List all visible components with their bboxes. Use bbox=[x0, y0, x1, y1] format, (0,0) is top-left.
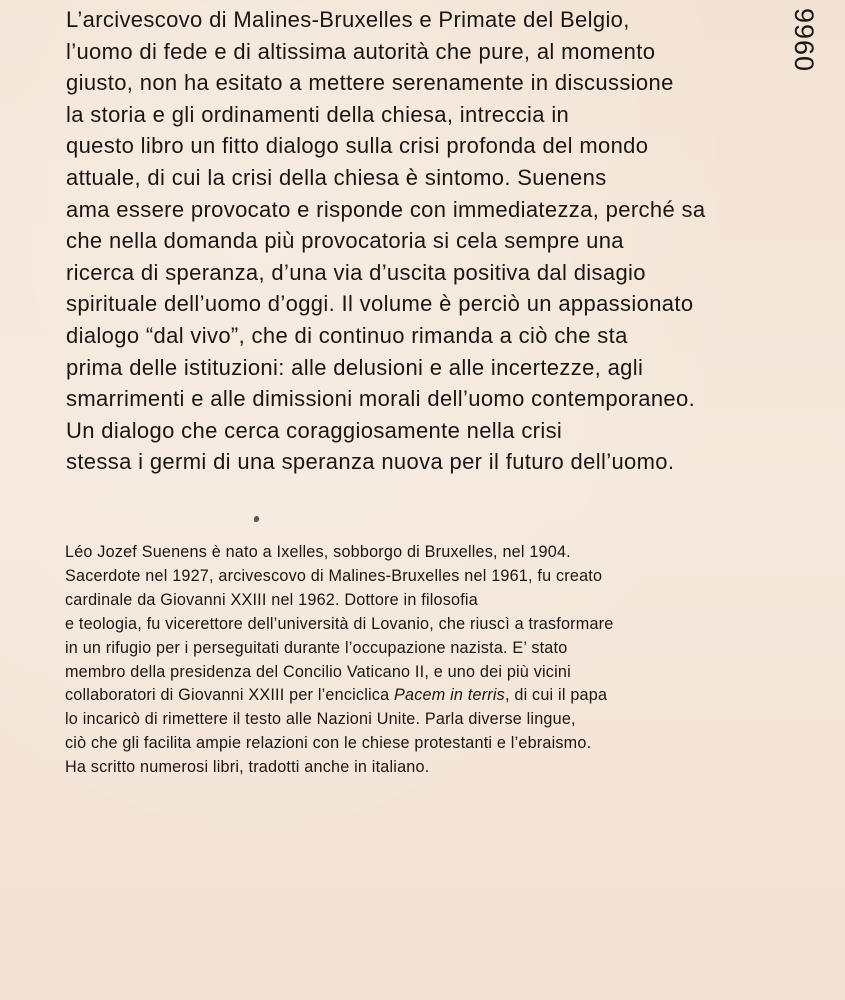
blurb-line: Un dialogo che cerca coraggiosamente nella crisi bbox=[66, 417, 563, 443]
bio-line: ciò che gli facilita ampie relazioni con le chiese protestanti e l’ebraismo. bbox=[65, 734, 592, 753]
blurb-line: spirituale dell’uomo d’oggi. Il volume è perciò un appassionato bbox=[66, 291, 694, 317]
blurb-line: questo libro un fitto dialogo sulla crisi profonda del mondo bbox=[66, 133, 649, 159]
bio-text: , di cui il papa bbox=[504, 686, 608, 705]
blurb-line: che nella domanda più provocatoria si cela sempre una bbox=[66, 228, 624, 254]
blurb-line: dialogo “dal vivo”, che di continuo rimanda a ciò che sta bbox=[66, 322, 628, 348]
blurb-line: l’uomo di fede e di altissima autorità che pure, al momento bbox=[66, 38, 656, 64]
blurb-line: stessa i germi di una speranza nuova per il futuro dell’uomo. bbox=[66, 449, 675, 475]
bio-text: collaboratori di Giovanni XXIII per l’enciclica bbox=[65, 686, 395, 705]
bio-line: Sacerdote nel 1927, arcivescovo di Malines-Bruxelles nel 1961, fu creato bbox=[65, 566, 603, 585]
bio-line: Ha scritto numerosi libri, tradotti anche in italiano. bbox=[65, 758, 430, 777]
author-bio bbox=[65, 541, 805, 780]
encyclical-title: Pacem in terris bbox=[394, 686, 505, 705]
blurb-line: L’arcivescovo di Malines-Bruxelles e Primate del Belgio, bbox=[66, 7, 630, 32]
blurb-line: la storia e gli ordinamenti della chiesa, intreccia in bbox=[66, 101, 570, 127]
bio-line: membro della presidenza del Concilio Vaticano II, e uno dei più vicini bbox=[65, 662, 571, 681]
blurb-paragraph bbox=[66, 4, 806, 478]
bio-line: lo incaricò di rimettere il testo alle Nazioni Unite. Parla diverse lingue, bbox=[65, 710, 576, 729]
bio-line: e teologia, fu vicerettore dell’università di Lovanio, che riuscì a trasformare bbox=[65, 614, 614, 633]
bio-line: in un rifugio per i perseguitati durante l’occupazione nazista. E’ stato bbox=[65, 638, 568, 657]
bio-line: Léo Jozef Suenens è nato a Ixelles, sobborgo di Bruxelles, nel 1904. bbox=[65, 543, 571, 561]
blurb-line: giusto, non ha esitato a mettere serenamente in discussione bbox=[66, 70, 674, 96]
blurb-line: attuale, di cui la crisi della chiesa è sintomo. Suenens bbox=[66, 164, 607, 190]
blurb-line: prima delle istituzioni: alle delusioni e alle incertezze, agli bbox=[66, 354, 644, 380]
bio-line-with-title bbox=[65, 684, 805, 708]
ink-speck bbox=[254, 516, 259, 522]
blurb-line: ama essere provocato e risponde con immediatezza, perché sa bbox=[66, 196, 706, 222]
bio-line: cardinale da Giovanni XXIII nel 1962. Dottore in filosofia bbox=[65, 590, 478, 609]
catalog-code: 9960 bbox=[789, 8, 819, 73]
blurb-line: ricerca di speranza, d’una via d’uscita positiva dal disagio bbox=[66, 259, 646, 285]
blurb-line: smarrimenti e alle dimissioni morali dell’uomo contemporaneo. bbox=[66, 386, 696, 412]
